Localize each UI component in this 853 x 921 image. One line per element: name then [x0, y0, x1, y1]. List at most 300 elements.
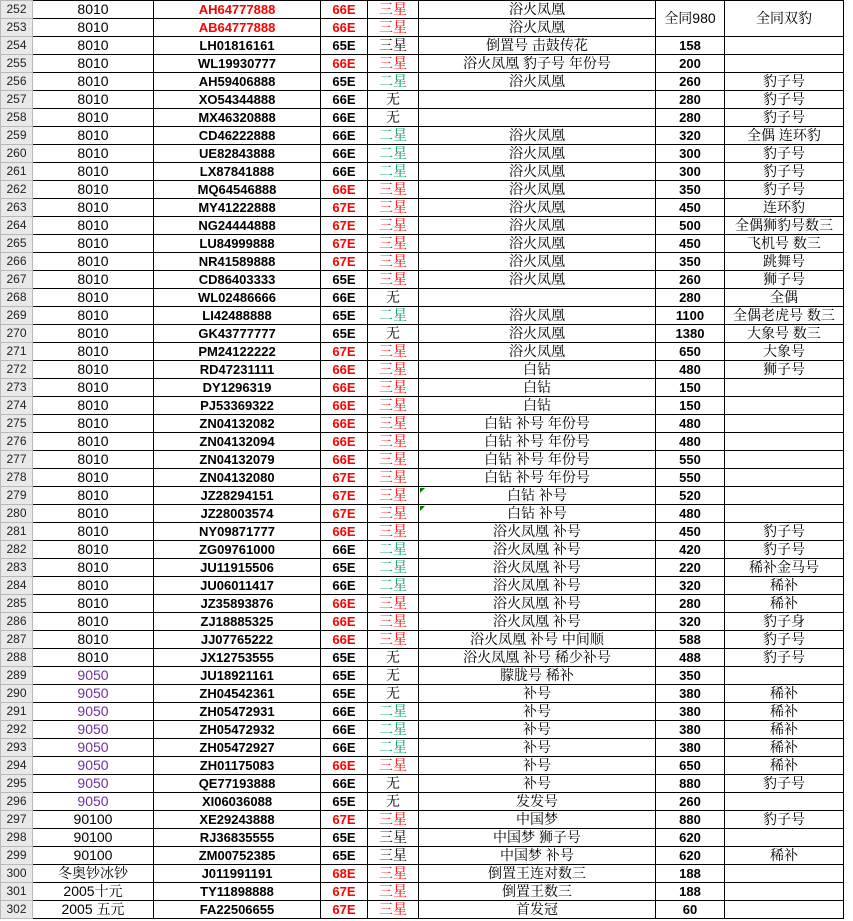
description-cell[interactable]: 浴火凤凰 — [419, 181, 656, 199]
row-number[interactable]: 277 — [1, 451, 33, 469]
version-cell[interactable]: 67E — [321, 469, 368, 487]
special-number-cell[interactable]: 全偶 — [725, 289, 844, 307]
serial-number-cell[interactable]: TY11898888 — [154, 883, 321, 901]
serial-number-cell[interactable]: ZH05472927 — [154, 739, 321, 757]
star-rating-cell[interactable]: 二星 — [368, 559, 419, 577]
version-cell[interactable]: 66E — [321, 775, 368, 793]
star-rating-cell[interactable]: 二星 — [368, 703, 419, 721]
description-cell[interactable]: 白钻 补号 年份号 — [419, 433, 656, 451]
description-cell[interactable]: 浴火凤凰 补号 — [419, 559, 656, 577]
denomination-cell[interactable]: 8010 — [33, 541, 154, 559]
price-cell[interactable]: 520 — [656, 487, 725, 505]
star-rating-cell[interactable]: 无 — [368, 685, 419, 703]
serial-number-cell[interactable]: JU11915506 — [154, 559, 321, 577]
description-cell[interactable]: 浴火凤凰 豹子号 年份号 — [419, 55, 656, 73]
price-cell[interactable]: 480 — [656, 361, 725, 379]
row-number[interactable]: 258 — [1, 109, 33, 127]
version-cell[interactable]: 66E — [321, 109, 368, 127]
serial-number-cell[interactable]: FA22506655 — [154, 901, 321, 919]
description-cell[interactable]: 中国梦 狮子号 — [419, 829, 656, 847]
serial-number-cell[interactable]: J011991191 — [154, 865, 321, 883]
price-cell[interactable]: 280 — [656, 91, 725, 109]
serial-number-cell[interactable]: ZG09761000 — [154, 541, 321, 559]
denomination-cell[interactable]: 9050 — [33, 793, 154, 811]
star-rating-cell[interactable]: 无 — [368, 667, 419, 685]
description-cell[interactable]: 补号 — [419, 685, 656, 703]
version-cell[interactable]: 68E — [321, 865, 368, 883]
special-number-cell[interactable]: 全偶狮豹号数三 — [725, 217, 844, 235]
price-cell[interactable]: 320 — [656, 127, 725, 145]
special-number-cell[interactable]: 豹子号 — [725, 649, 844, 667]
special-number-cell[interactable]: 豹子号 — [725, 523, 844, 541]
special-number-cell[interactable]: 豹子号 — [725, 109, 844, 127]
serial-number-cell[interactable]: CD86403333 — [154, 271, 321, 289]
row-number[interactable]: 298 — [1, 829, 33, 847]
special-number-cell[interactable]: 跳舞号 — [725, 253, 844, 271]
serial-number-cell[interactable]: XO54344888 — [154, 91, 321, 109]
star-rating-cell[interactable]: 三星 — [368, 865, 419, 883]
description-cell[interactable]: 补号 — [419, 775, 656, 793]
description-cell[interactable]: 补号 — [419, 739, 656, 757]
description-cell[interactable]: 浴火凤凰 — [419, 217, 656, 235]
row-number[interactable]: 297 — [1, 811, 33, 829]
denomination-cell[interactable]: 8010 — [33, 199, 154, 217]
star-rating-cell[interactable]: 三星 — [368, 1, 419, 19]
special-number-cell[interactable] — [725, 433, 844, 451]
star-rating-cell[interactable]: 三星 — [368, 883, 419, 901]
serial-number-cell[interactable]: AH64777888 — [154, 1, 321, 19]
special-number-cell[interactable]: 稀补 — [725, 595, 844, 613]
star-rating-cell[interactable]: 无 — [368, 649, 419, 667]
serial-number-cell[interactable]: JZ35893876 — [154, 595, 321, 613]
price-cell[interactable]: 620 — [656, 847, 725, 865]
price-cell[interactable]: 480 — [656, 415, 725, 433]
star-rating-cell[interactable]: 三星 — [368, 235, 419, 253]
row-number[interactable]: 274 — [1, 397, 33, 415]
star-rating-cell[interactable]: 三星 — [368, 397, 419, 415]
row-number[interactable]: 257 — [1, 91, 33, 109]
serial-number-cell[interactable]: JJ07765222 — [154, 631, 321, 649]
row-number[interactable]: 269 — [1, 307, 33, 325]
version-cell[interactable]: 67E — [321, 235, 368, 253]
version-cell[interactable]: 66E — [321, 433, 368, 451]
denomination-cell[interactable]: 8010 — [33, 451, 154, 469]
row-number[interactable]: 286 — [1, 613, 33, 631]
price-cell[interactable]: 500 — [656, 217, 725, 235]
star-rating-cell[interactable]: 三星 — [368, 487, 419, 505]
row-number[interactable]: 271 — [1, 343, 33, 361]
denomination-cell[interactable]: 8010 — [33, 325, 154, 343]
description-cell[interactable]: 白钻 补号 年份号 — [419, 415, 656, 433]
star-rating-cell[interactable]: 三星 — [368, 343, 419, 361]
denomination-cell[interactable]: 8010 — [33, 379, 154, 397]
serial-number-cell[interactable]: ZH05472932 — [154, 721, 321, 739]
price-cell[interactable]: 260 — [656, 73, 725, 91]
special-number-cell[interactable]: 稀补 — [725, 703, 844, 721]
row-number[interactable]: 267 — [1, 271, 33, 289]
row-number[interactable]: 287 — [1, 631, 33, 649]
row-number[interactable]: 293 — [1, 739, 33, 757]
special-number-cell[interactable] — [725, 55, 844, 73]
version-cell[interactable]: 65E — [321, 685, 368, 703]
description-cell[interactable]: 倒置王连对数三 — [419, 865, 656, 883]
serial-number-cell[interactable]: GK43777777 — [154, 325, 321, 343]
description-cell[interactable]: 中国梦 补号 — [419, 847, 656, 865]
denomination-cell[interactable]: 8010 — [33, 91, 154, 109]
row-number[interactable]: 292 — [1, 721, 33, 739]
special-number-cell[interactable]: 稀补 — [725, 847, 844, 865]
row-number[interactable]: 281 — [1, 523, 33, 541]
row-number[interactable]: 282 — [1, 541, 33, 559]
star-rating-cell[interactable]: 三星 — [368, 379, 419, 397]
serial-number-cell[interactable]: LX87841888 — [154, 163, 321, 181]
version-cell[interactable]: 67E — [321, 811, 368, 829]
denomination-cell[interactable]: 8010 — [33, 415, 154, 433]
serial-number-cell[interactable]: ZH05472931 — [154, 703, 321, 721]
version-cell[interactable]: 67E — [321, 343, 368, 361]
price-cell[interactable]: 350 — [656, 667, 725, 685]
price-cell[interactable]: 550 — [656, 469, 725, 487]
version-cell[interactable]: 67E — [321, 487, 368, 505]
row-number[interactable]: 283 — [1, 559, 33, 577]
version-cell[interactable]: 66E — [321, 289, 368, 307]
star-rating-cell[interactable]: 三星 — [368, 19, 419, 37]
serial-number-cell[interactable]: JU06011417 — [154, 577, 321, 595]
description-cell[interactable]: 浴火凤凰 — [419, 163, 656, 181]
serial-number-cell[interactable]: LI42488888 — [154, 307, 321, 325]
denomination-cell[interactable]: 9050 — [33, 685, 154, 703]
price-cell[interactable]: 650 — [656, 343, 725, 361]
price-cell[interactable]: 450 — [656, 523, 725, 541]
star-rating-cell[interactable]: 无 — [368, 775, 419, 793]
row-number[interactable]: 262 — [1, 181, 33, 199]
description-cell[interactable]: 浴火凤凰 — [419, 127, 656, 145]
description-cell[interactable]: 补号 — [419, 721, 656, 739]
version-cell[interactable]: 66E — [321, 163, 368, 181]
special-number-cell[interactable]: 全偶 连环豹 — [725, 127, 844, 145]
price-cell[interactable]: 220 — [656, 559, 725, 577]
denomination-cell[interactable]: 8010 — [33, 253, 154, 271]
version-cell[interactable]: 67E — [321, 883, 368, 901]
description-cell[interactable]: 浴火凤凰 补号 — [419, 613, 656, 631]
description-cell[interactable]: 倒置号 击鼓传花 — [419, 37, 656, 55]
price-cell[interactable]: 880 — [656, 811, 725, 829]
serial-number-cell[interactable]: NY09871777 — [154, 523, 321, 541]
price-cell[interactable]: 全同980 — [656, 1, 725, 37]
star-rating-cell[interactable]: 二星 — [368, 163, 419, 181]
serial-number-cell[interactable]: NR41589888 — [154, 253, 321, 271]
star-rating-cell[interactable]: 二星 — [368, 541, 419, 559]
serial-number-cell[interactable]: ZN04132080 — [154, 469, 321, 487]
row-number[interactable]: 288 — [1, 649, 33, 667]
row-number[interactable]: 302 — [1, 901, 33, 919]
row-number[interactable]: 285 — [1, 595, 33, 613]
price-cell[interactable]: 880 — [656, 775, 725, 793]
denomination-cell[interactable]: 8010 — [33, 145, 154, 163]
description-cell[interactable]: 白钻 — [419, 397, 656, 415]
special-number-cell[interactable]: 稀补 — [725, 685, 844, 703]
denomination-cell[interactable]: 8010 — [33, 55, 154, 73]
denomination-cell[interactable]: 8010 — [33, 433, 154, 451]
row-number[interactable]: 299 — [1, 847, 33, 865]
denomination-cell[interactable]: 8010 — [33, 181, 154, 199]
row-number[interactable]: 284 — [1, 577, 33, 595]
row-number[interactable]: 275 — [1, 415, 33, 433]
star-rating-cell[interactable]: 无 — [368, 289, 419, 307]
serial-number-cell[interactable]: RJ36835555 — [154, 829, 321, 847]
price-cell[interactable]: 1100 — [656, 307, 725, 325]
description-cell[interactable] — [419, 289, 656, 307]
denomination-cell[interactable]: 8010 — [33, 163, 154, 181]
version-cell[interactable]: 66E — [321, 577, 368, 595]
version-cell[interactable]: 65E — [321, 325, 368, 343]
special-number-cell[interactable]: 大象号 — [725, 343, 844, 361]
version-cell[interactable]: 66E — [321, 181, 368, 199]
serial-number-cell[interactable]: XE29243888 — [154, 811, 321, 829]
row-number[interactable]: 255 — [1, 55, 33, 73]
price-cell[interactable]: 300 — [656, 163, 725, 181]
version-cell[interactable]: 66E — [321, 127, 368, 145]
denomination-cell[interactable]: 8010 — [33, 577, 154, 595]
price-cell[interactable]: 280 — [656, 595, 725, 613]
serial-number-cell[interactable]: QE77193888 — [154, 775, 321, 793]
star-rating-cell[interactable]: 三星 — [368, 469, 419, 487]
version-cell[interactable]: 65E — [321, 829, 368, 847]
price-cell[interactable]: 188 — [656, 883, 725, 901]
special-number-cell[interactable]: 豹子号 — [725, 181, 844, 199]
denomination-cell[interactable]: 90100 — [33, 811, 154, 829]
price-cell[interactable]: 260 — [656, 271, 725, 289]
special-number-cell[interactable]: 豹子号 — [725, 541, 844, 559]
star-rating-cell[interactable]: 三星 — [368, 613, 419, 631]
price-cell[interactable]: 320 — [656, 577, 725, 595]
description-cell[interactable] — [419, 109, 656, 127]
price-cell[interactable]: 350 — [656, 253, 725, 271]
description-cell[interactable]: 发发号 — [419, 793, 656, 811]
special-number-cell[interactable]: 豹子号 — [725, 775, 844, 793]
price-cell[interactable]: 650 — [656, 757, 725, 775]
special-number-cell[interactable] — [725, 397, 844, 415]
price-cell[interactable]: 280 — [656, 109, 725, 127]
star-rating-cell[interactable]: 二星 — [368, 145, 419, 163]
row-number[interactable]: 265 — [1, 235, 33, 253]
row-number[interactable]: 264 — [1, 217, 33, 235]
version-cell[interactable]: 65E — [321, 73, 368, 91]
row-number[interactable]: 266 — [1, 253, 33, 271]
version-cell[interactable]: 66E — [321, 721, 368, 739]
description-cell[interactable]: 浴火凤凰 — [419, 1, 656, 19]
star-rating-cell[interactable]: 三星 — [368, 361, 419, 379]
denomination-cell[interactable]: 90100 — [33, 829, 154, 847]
star-rating-cell[interactable]: 无 — [368, 109, 419, 127]
version-cell[interactable]: 65E — [321, 271, 368, 289]
serial-number-cell[interactable]: ZN04132079 — [154, 451, 321, 469]
version-cell[interactable]: 66E — [321, 91, 368, 109]
star-rating-cell[interactable]: 三星 — [368, 415, 419, 433]
star-rating-cell[interactable]: 三星 — [368, 433, 419, 451]
row-number[interactable]: 276 — [1, 433, 33, 451]
version-cell[interactable]: 66E — [321, 145, 368, 163]
denomination-cell[interactable]: 8010 — [33, 505, 154, 523]
star-rating-cell[interactable]: 无 — [368, 793, 419, 811]
row-number[interactable]: 291 — [1, 703, 33, 721]
denomination-cell[interactable]: 8010 — [33, 73, 154, 91]
row-number[interactable]: 290 — [1, 685, 33, 703]
description-cell[interactable]: 浴火凤凰 — [419, 343, 656, 361]
version-cell[interactable]: 66E — [321, 613, 368, 631]
serial-number-cell[interactable]: MX46320888 — [154, 109, 321, 127]
special-number-cell[interactable] — [725, 505, 844, 523]
special-number-cell[interactable] — [725, 901, 844, 919]
description-cell[interactable]: 朦胧号 稀补 — [419, 667, 656, 685]
version-cell[interactable]: 66E — [321, 451, 368, 469]
description-cell[interactable]: 白钻 补号 年份号 — [419, 451, 656, 469]
special-number-cell[interactable]: 狮子号 — [725, 271, 844, 289]
price-cell[interactable]: 380 — [656, 685, 725, 703]
star-rating-cell[interactable]: 二星 — [368, 721, 419, 739]
description-cell[interactable]: 浴火凤凰 — [419, 253, 656, 271]
version-cell[interactable]: 66E — [321, 631, 368, 649]
denomination-cell[interactable]: 8010 — [33, 217, 154, 235]
price-cell[interactable]: 450 — [656, 235, 725, 253]
special-number-cell[interactable]: 稀补 — [725, 757, 844, 775]
special-number-cell[interactable] — [725, 667, 844, 685]
special-number-cell[interactable]: 稀补金马号 — [725, 559, 844, 577]
row-number[interactable]: 295 — [1, 775, 33, 793]
denomination-cell[interactable]: 9050 — [33, 721, 154, 739]
serial-number-cell[interactable]: JX12753555 — [154, 649, 321, 667]
price-cell[interactable]: 350 — [656, 181, 725, 199]
denomination-cell[interactable]: 8010 — [33, 127, 154, 145]
special-number-cell[interactable]: 稀补 — [725, 739, 844, 757]
serial-number-cell[interactable]: ZH01175083 — [154, 757, 321, 775]
special-number-cell[interactable]: 豹子号 — [725, 811, 844, 829]
serial-number-cell[interactable]: WL19930777 — [154, 55, 321, 73]
version-cell[interactable]: 65E — [321, 793, 368, 811]
star-rating-cell[interactable]: 无 — [368, 91, 419, 109]
denomination-cell[interactable]: 8010 — [33, 1, 154, 19]
version-cell[interactable]: 66E — [321, 361, 368, 379]
price-cell[interactable]: 380 — [656, 721, 725, 739]
denomination-cell[interactable]: 8010 — [33, 649, 154, 667]
price-cell[interactable]: 380 — [656, 703, 725, 721]
description-cell[interactable]: 浴火凤凰 — [419, 145, 656, 163]
serial-number-cell[interactable]: JZ28294151 — [154, 487, 321, 505]
star-rating-cell[interactable]: 二星 — [368, 127, 419, 145]
version-cell[interactable]: 65E — [321, 847, 368, 865]
price-cell[interactable]: 188 — [656, 865, 725, 883]
special-number-cell[interactable]: 大象号 数三 — [725, 325, 844, 343]
special-number-cell[interactable]: 连环豹 — [725, 199, 844, 217]
denomination-cell[interactable]: 8010 — [33, 613, 154, 631]
star-rating-cell[interactable]: 二星 — [368, 577, 419, 595]
special-number-cell[interactable]: 豹子号 — [725, 163, 844, 181]
star-rating-cell[interactable]: 二星 — [368, 307, 419, 325]
description-cell[interactable]: 首发冠 — [419, 901, 656, 919]
price-cell[interactable]: 320 — [656, 613, 725, 631]
denomination-cell[interactable]: 8010 — [33, 523, 154, 541]
denomination-cell[interactable]: 8010 — [33, 271, 154, 289]
special-number-cell[interactable] — [725, 451, 844, 469]
denomination-cell[interactable]: 8010 — [33, 289, 154, 307]
denomination-cell[interactable]: 2005 五元 — [33, 901, 154, 919]
description-cell[interactable]: 浴火凤凰 — [419, 271, 656, 289]
denomination-cell[interactable]: 冬奥钞冰钞 — [33, 865, 154, 883]
row-number[interactable]: 278 — [1, 469, 33, 487]
row-number[interactable]: 289 — [1, 667, 33, 685]
star-rating-cell[interactable]: 三星 — [368, 523, 419, 541]
special-number-cell[interactable]: 全同双豹 — [725, 1, 844, 37]
row-number[interactable]: 300 — [1, 865, 33, 883]
serial-number-cell[interactable]: WL02486666 — [154, 289, 321, 307]
version-cell[interactable]: 67E — [321, 253, 368, 271]
special-number-cell[interactable]: 豹子身 — [725, 613, 844, 631]
denomination-cell[interactable]: 9050 — [33, 757, 154, 775]
star-rating-cell[interactable]: 三星 — [368, 757, 419, 775]
denomination-cell[interactable]: 8010 — [33, 37, 154, 55]
version-cell[interactable]: 66E — [321, 541, 368, 559]
denomination-cell[interactable]: 8010 — [33, 397, 154, 415]
star-rating-cell[interactable]: 三星 — [368, 811, 419, 829]
denomination-cell[interactable]: 9050 — [33, 775, 154, 793]
special-number-cell[interactable]: 飞机号 数三 — [725, 235, 844, 253]
special-number-cell[interactable] — [725, 469, 844, 487]
special-number-cell[interactable]: 全偶老虎号 数三 — [725, 307, 844, 325]
serial-number-cell[interactable]: PM24122222 — [154, 343, 321, 361]
serial-number-cell[interactable]: DY1296319 — [154, 379, 321, 397]
price-cell[interactable]: 380 — [656, 739, 725, 757]
denomination-cell[interactable]: 8010 — [33, 343, 154, 361]
description-cell[interactable]: 浴火凤凰 补号 — [419, 577, 656, 595]
row-number[interactable]: 256 — [1, 73, 33, 91]
row-number[interactable]: 260 — [1, 145, 33, 163]
version-cell[interactable]: 66E — [321, 397, 368, 415]
version-cell[interactable]: 65E — [321, 559, 368, 577]
row-number[interactable]: 263 — [1, 199, 33, 217]
row-number[interactable]: 272 — [1, 361, 33, 379]
version-cell[interactable]: 65E — [321, 37, 368, 55]
denomination-cell[interactable]: 9050 — [33, 667, 154, 685]
description-cell[interactable]: 倒置王数三 — [419, 883, 656, 901]
denomination-cell[interactable]: 8010 — [33, 307, 154, 325]
version-cell[interactable]: 66E — [321, 55, 368, 73]
special-number-cell[interactable] — [725, 487, 844, 505]
description-cell[interactable]: 白钻 — [419, 361, 656, 379]
version-cell[interactable]: 66E — [321, 1, 368, 19]
denomination-cell[interactable]: 9050 — [33, 739, 154, 757]
serial-number-cell[interactable]: ZM00752385 — [154, 847, 321, 865]
serial-number-cell[interactable]: LH01816161 — [154, 37, 321, 55]
version-cell[interactable]: 65E — [321, 667, 368, 685]
description-cell[interactable]: 浴火凤凰 补号 — [419, 541, 656, 559]
serial-number-cell[interactable]: MY41222888 — [154, 199, 321, 217]
description-cell[interactable]: 浴火凤凰 — [419, 235, 656, 253]
denomination-cell[interactable]: 90100 — [33, 847, 154, 865]
price-cell[interactable]: 588 — [656, 631, 725, 649]
serial-number-cell[interactable]: AH59406888 — [154, 73, 321, 91]
denomination-cell[interactable]: 9050 — [33, 703, 154, 721]
star-rating-cell[interactable]: 三星 — [368, 253, 419, 271]
price-cell[interactable]: 1380 — [656, 325, 725, 343]
denomination-cell[interactable]: 8010 — [33, 19, 154, 37]
star-rating-cell[interactable]: 三星 — [368, 217, 419, 235]
price-cell[interactable]: 480 — [656, 433, 725, 451]
description-cell[interactable]: 白钻 — [419, 379, 656, 397]
star-rating-cell[interactable]: 三星 — [368, 901, 419, 919]
row-number[interactable]: 254 — [1, 37, 33, 55]
serial-number-cell[interactable]: MQ64546888 — [154, 181, 321, 199]
description-cell[interactable]: 补号 — [419, 757, 656, 775]
